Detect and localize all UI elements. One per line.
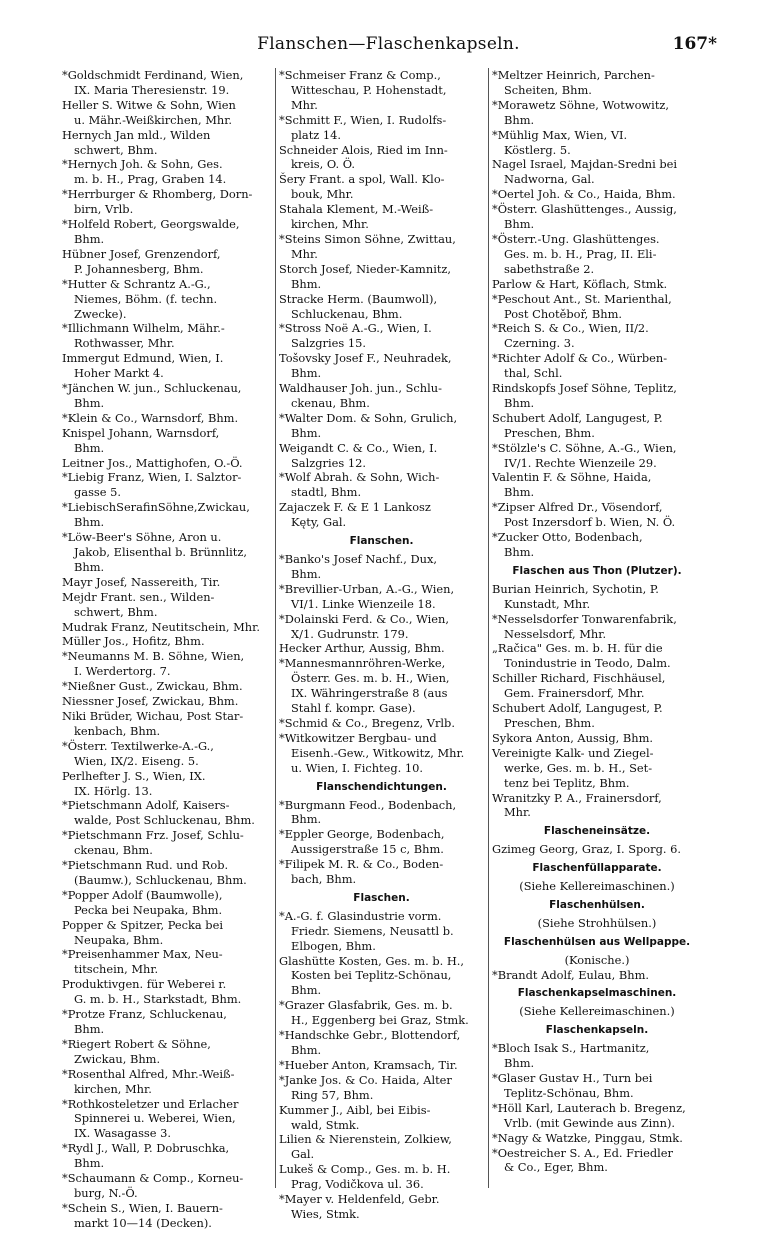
entry-continuation-line: thal, Schl. bbox=[504, 366, 563, 381]
entry-continuation-line: Bhm. bbox=[74, 559, 105, 574]
entry-continuation-line: X/1. Gudrunstr. 179. bbox=[291, 626, 409, 641]
entry-continuation-line: Bhm. bbox=[291, 1043, 322, 1057]
cross-reference-note: (Siehe Kellereimaschinen.) bbox=[519, 1004, 675, 1019]
entry-line: *Morawetz Söhne, Wotwowitz, bbox=[492, 97, 670, 112]
entry-line: Schneider Alois, Ried im Inn- bbox=[279, 142, 448, 157]
entry-line: *Schmitt F., Wien, I. Rudolfs- bbox=[279, 112, 447, 127]
entry-line: Nagel Israel, Majdan-Sredni bei bbox=[492, 157, 678, 172]
entry-line: Zajaczek F. & E 1 Lankosz bbox=[279, 500, 431, 515]
entry-continuation-line: G. m. b. H., Starkstadt, Bhm. bbox=[74, 992, 242, 1007]
entry-continuation-line: IX. Hörlg. 13. bbox=[74, 783, 153, 798]
entry-continuation-line: Bhm. bbox=[74, 231, 105, 246]
column-1 bbox=[62, 68, 270, 1230]
entry-continuation-line: Gem. Frainersdorf, Mhr. bbox=[504, 686, 645, 701]
entry-line: *Schmeiser Franz & Comp., bbox=[279, 68, 441, 82]
entry-continuation-line: Hoher Markt 4. bbox=[74, 366, 164, 381]
entry-continuation-line: werke, Ges. m. b. H., Set- bbox=[504, 760, 653, 775]
entry-line: *Mannesmannröhren-Werke, bbox=[279, 656, 446, 671]
entry-continuation-line: Rothwasser, Mhr. bbox=[74, 336, 175, 351]
entry-line: *Filipek M. R. & Co., Boden- bbox=[279, 857, 444, 872]
entry-line: *Preisenhammer Max, Neu- bbox=[62, 947, 223, 962]
entry-continuation-line: Bhm. bbox=[504, 395, 535, 410]
entry-line: Mejdr Frant. sen., Wilden- bbox=[62, 589, 215, 604]
page-number: 167* bbox=[672, 34, 717, 54]
entry-line: *Brandt Adolf, Eulau, Bhm. bbox=[492, 967, 649, 982]
column-divider bbox=[488, 68, 489, 1188]
entry-line: *Pietschmann Adolf, Kaisers- bbox=[62, 798, 230, 813]
cross-reference-note: (Siehe Strohhülsen.) bbox=[537, 915, 657, 930]
entry-continuation-line: gasse 5. bbox=[74, 485, 122, 500]
entry-line: Schubert Adolf, Langugest, P. bbox=[492, 701, 663, 716]
entry-line: *Stross Noë A.-G., Wien, I. bbox=[279, 321, 432, 336]
entry-continuation-line: u. Wien, I. Fichteg. 10. bbox=[291, 760, 424, 775]
entry-continuation-line: Czerning. 3. bbox=[504, 336, 575, 351]
entry-line: „Račica" Ges. m. b. H. für die bbox=[492, 641, 663, 656]
entry-line: *Klein & Co., Warnsdorf, Bhm. bbox=[62, 410, 239, 425]
entry-line: Mayr Josef, Nassereith, Tir. bbox=[62, 574, 221, 589]
section-heading: Flanschen. bbox=[349, 535, 414, 548]
entry-line: Stracke Herm. (Baumwoll), bbox=[279, 291, 438, 306]
entry-line: Sykora Anton, Aussig, Bhm. bbox=[492, 730, 653, 745]
entry-line: *Österr.-Ung. Glashüttenges. bbox=[492, 231, 660, 246]
section-heading: Flascheneinsätze. bbox=[543, 825, 651, 838]
entry-continuation-line: Kunstadt, Mhr. bbox=[504, 596, 591, 611]
entry-continuation-line: Bhm. bbox=[74, 1022, 105, 1036]
entry-continuation-line: kirchen, Mhr. bbox=[74, 1081, 152, 1096]
entry-continuation-line: Salzgries 12. bbox=[291, 455, 366, 470]
entry-line: Immergut Edmund, Wien, I. bbox=[62, 351, 224, 366]
entry-line: *Protze Franz, Schluckenau, bbox=[62, 1007, 227, 1022]
entry-continuation-line: & Co., Eger, Bhm. bbox=[504, 1160, 608, 1175]
entry-continuation-line: Friedr. Siemens, Neusattl b. bbox=[291, 923, 454, 938]
entry-line: *Zipser Alfred Dr., Vösendorf, bbox=[492, 500, 663, 515]
entry-line: *Oestreicher S. A., Ed. Friedler bbox=[492, 1145, 673, 1160]
entry-line: *Nesselsdorfer Tonwarenfabrik, bbox=[492, 611, 677, 626]
page-header bbox=[60, 34, 717, 58]
entry-line: *Nießner Gust., Zwickau, Bhm. bbox=[62, 679, 243, 694]
entry-continuation-line: IX. Maria Theresienstr. 19. bbox=[74, 82, 230, 97]
entry-line: *Hernych Joh. & Sohn, Ges. bbox=[62, 157, 223, 172]
entry-line: *Rydl J., Wall, P. Dobruschka, bbox=[62, 1141, 230, 1156]
entry-continuation-line: Eisenh.-Gew., Witkowitz, Mhr. bbox=[291, 745, 465, 760]
entry-continuation-line: Zwecke). bbox=[74, 306, 127, 321]
entry-continuation-line: walde, Post Schluckenau, Bhm. bbox=[74, 813, 255, 828]
entry-continuation-line: ckenau, Bhm. bbox=[74, 843, 153, 858]
entry-line: *Hueber Anton, Kramsach, Tir. bbox=[279, 1057, 458, 1072]
entry-line: *Mayer v. Heldenfeld, Gebr. bbox=[279, 1192, 440, 1207]
entry-continuation-line: Wien, IX/2. Eiseng. 5. bbox=[74, 753, 199, 768]
entry-line: Perlhefter J. S., Wien, IX. bbox=[62, 768, 206, 783]
entry-line: *Illichmann Wilhelm, Mähr.- bbox=[62, 321, 225, 336]
section-heading: Flaschenhülsen aus Wellpappe. bbox=[503, 935, 691, 948]
cross-reference-note: (Konische.) bbox=[564, 952, 630, 967]
entry-line: *Walter Dom. & Sohn, Grulich, bbox=[279, 410, 458, 425]
entry-continuation-line: IX. Währingerstraße 8 (aus bbox=[291, 686, 448, 701]
entry-line: Lilien & Nierenstein, Zolkiew, bbox=[279, 1132, 452, 1147]
entry-continuation-line: Prag, Vodičkova ul. 36. bbox=[291, 1177, 424, 1192]
entry-continuation-line: Neupaka, Bhm. bbox=[74, 932, 164, 947]
section-heading: Flaschenfüllapparate. bbox=[532, 862, 662, 875]
entry-line: Heller S. Witwe & Sohn, Wien bbox=[62, 97, 236, 112]
entry-line: *Goldschmidt Ferdinand, Wien, bbox=[62, 68, 244, 82]
entry-line: *Schmid & Co., Bregenz, Vrlb. bbox=[279, 715, 455, 730]
entry-line: *Nagy & Watzke, Pinggau, Stmk. bbox=[492, 1130, 683, 1145]
entry-continuation-line: Teplitz-Schönau, Bhm. bbox=[504, 1085, 634, 1100]
entry-line: *Witkowitzer Bergbau- und bbox=[279, 730, 437, 745]
entry-line: *Bloch Isak S., Hartmanitz, bbox=[492, 1041, 650, 1056]
entry-continuation-line: Salzgries 15. bbox=[291, 336, 366, 351]
entry-continuation-line: P. Johannesberg, Bhm. bbox=[74, 261, 204, 276]
entry-line: Weigandt C. & Co., Wien, I. bbox=[279, 440, 438, 455]
entry-line: *Banko's Josef Nachf., Dux, bbox=[279, 552, 438, 566]
entry-line: Müller Jos., Hofitz, Bhm. bbox=[62, 634, 205, 649]
entry-line: *Pietschmann Frz. Josef, Schlu- bbox=[62, 828, 244, 843]
entry-line: *Pietschmann Rud. und Rob. bbox=[62, 858, 229, 873]
entry-continuation-line: Mhr. bbox=[504, 805, 531, 820]
section-heading: Flaschen aus Thon (Plutzer). bbox=[512, 564, 682, 577]
entry-continuation-line: Ring 57, Bhm. bbox=[291, 1087, 374, 1102]
entry-line: Lukeš & Comp., Ges. m. b. H. bbox=[279, 1162, 451, 1177]
entry-continuation-line: Wies, Stmk. bbox=[291, 1206, 360, 1221]
entry-continuation-line: Bhm. bbox=[504, 112, 535, 127]
entry-continuation-line: Bhm. bbox=[291, 425, 322, 440]
entry-line: Stahala Klement, M.-Weiß- bbox=[279, 202, 434, 217]
section-heading: Flaschenkapselmaschinen. bbox=[517, 987, 677, 1000]
entry-continuation-line: Bhm. bbox=[504, 1056, 535, 1071]
entry-continuation-line: Aussigerstraße 15 c, Bhm. bbox=[291, 842, 444, 857]
entry-line: Schubert Adolf, Langugest, P. bbox=[492, 410, 663, 425]
entry-line: *Popper Adolf (Baumwolle), bbox=[62, 887, 223, 902]
entry-continuation-line: Mhr. bbox=[291, 246, 318, 261]
entry-line: Produktivgen. für Weberei r. bbox=[62, 977, 227, 992]
entry-continuation-line: kenbach, Bhm. bbox=[74, 723, 161, 738]
entry-continuation-line: Bhm. bbox=[291, 812, 322, 827]
entry-continuation-line: Österr. Ges. m. b. H., Wien, bbox=[291, 671, 450, 686]
entry-continuation-line: u. Mähr.-Weißkirchen, Mhr. bbox=[74, 112, 233, 127]
entry-continuation-line: m. b. H., Prag, Graben 14. bbox=[74, 172, 227, 187]
entry-continuation-line: wald, Stmk. bbox=[291, 1117, 360, 1132]
entry-line: *Handschke Gebr., Blottendorf, bbox=[279, 1028, 461, 1043]
entry-line: Niessner Josef, Zwickau, Bhm. bbox=[62, 694, 239, 709]
entry-continuation-line: Spinnerei u. Weberei, Wien, bbox=[74, 1111, 236, 1126]
entry-continuation-line: bach, Bhm. bbox=[291, 872, 357, 887]
entry-line: Hernych Jan mld., Wilden bbox=[62, 127, 211, 142]
entry-continuation-line: schwert, Bhm. bbox=[74, 604, 158, 619]
entry-line: Mudrak Franz, Neutitschein, Mhr. bbox=[62, 619, 260, 634]
entry-continuation-line: Bhm. bbox=[504, 545, 535, 559]
entry-line: *Mühlig Max, Wien, VI. bbox=[492, 127, 628, 142]
entry-line: *Brevillier-Urban, A.-G., Wien, bbox=[279, 581, 455, 596]
entry-continuation-line: Gal. bbox=[291, 1147, 315, 1162]
entry-line: *Rothkosteletzer und Erlacher bbox=[62, 1096, 239, 1111]
entry-line: Waldhauser Joh. jun., Schlu- bbox=[279, 381, 442, 396]
entry-continuation-line: Kęty, Gal. bbox=[291, 515, 347, 530]
section-heading: Flanschendichtungen. bbox=[316, 780, 447, 793]
entry-continuation-line: tenz bei Teplitz, Bhm. bbox=[504, 775, 630, 790]
entry-line: *Hutter & Schrantz A.-G., bbox=[62, 276, 211, 291]
entry-line: *Schaumann & Comp., Korneu- bbox=[62, 1171, 244, 1186]
entry-continuation-line: kirchen, Mhr. bbox=[291, 217, 369, 232]
entry-line: *Steins Simon Söhne, Zwittau, bbox=[279, 231, 456, 246]
entry-line: *Janke Jos. & Co. Haida, Alter bbox=[279, 1072, 452, 1087]
entry-continuation-line: platz 14. bbox=[291, 127, 342, 142]
cross-reference-note: (Siehe Kellereimaschinen.) bbox=[519, 879, 675, 894]
entry-line: *Österr. Glashüttenges., Aussig, bbox=[492, 202, 677, 217]
entry-continuation-line: Bhm. bbox=[74, 440, 105, 455]
entry-line: *Österr. Textilwerke-A.-G., bbox=[62, 738, 214, 753]
entry-continuation-line: Preschen, Bhm. bbox=[504, 715, 595, 730]
entry-continuation-line: Köstlerg. 5. bbox=[504, 142, 571, 157]
entry-line: Vereinigte Kalk- und Ziegel- bbox=[492, 745, 654, 760]
entry-line: Hecker Arthur, Aussig, Bhm. bbox=[279, 641, 445, 656]
entry-continuation-line: ckenau, Bhm. bbox=[291, 395, 370, 410]
entry-line: Niki Brüder, Wichau, Post Star- bbox=[62, 708, 244, 723]
entry-line: Parlow & Hart, Köflach, Stmk. bbox=[492, 276, 668, 291]
entry-continuation-line: Nesselsdorf, Mhr. bbox=[504, 626, 607, 641]
entry-continuation-line: Bhm. bbox=[291, 566, 322, 581]
entry-line: *Herrburger & Rhomberg, Dorn- bbox=[62, 187, 253, 202]
entry-continuation-line: Vrlb. (mit Gewinde aus Zinn). bbox=[504, 1115, 676, 1130]
entry-line: Hübner Josef, Grenzendorf, bbox=[62, 246, 221, 261]
entry-line: Tošovsky Josef F., Neuhradek, bbox=[279, 351, 452, 366]
entry-line: *Peschout Ant., St. Marienthal, bbox=[492, 291, 672, 306]
entry-line: *Oertel Joh. & Co., Haida, Bhm. bbox=[492, 187, 676, 202]
entry-continuation-line: Schluckenau, Bhm. bbox=[291, 306, 403, 321]
entry-continuation-line: Bhm. bbox=[74, 395, 105, 410]
entry-line: Knispel Johann, Warnsdorf, bbox=[62, 425, 220, 440]
entry-continuation-line: H., Eggenberg bei Graz, Stmk. bbox=[291, 1013, 469, 1028]
entry-line: *Wolf Abrah. & Sohn, Wich- bbox=[279, 470, 440, 485]
entry-line: *Stölzle's C. Söhne, A.-G., Wien, bbox=[492, 440, 677, 455]
column-2 bbox=[279, 68, 484, 1221]
entry-continuation-line: Bhm. bbox=[74, 1156, 105, 1171]
entry-continuation-line: Bhm. bbox=[291, 276, 322, 291]
entry-line: *Zucker Otto, Bodenbach, bbox=[492, 530, 643, 545]
entry-continuation-line: Jakob, Elisenthal b. Brünnlitz, bbox=[74, 545, 247, 559]
column-divider bbox=[275, 68, 276, 1188]
entry-continuation-line: schwert, Bhm. bbox=[74, 142, 158, 157]
entry-continuation-line: Post Chotěboř, Bhm. bbox=[504, 306, 623, 321]
entry-line: *A.-G. f. Glasindustrie vorm. bbox=[279, 908, 442, 923]
entry-line: Šery Frant. a spol, Wall. Klo- bbox=[279, 172, 445, 187]
entry-line: *Meltzer Heinrich, Parchen- bbox=[492, 68, 655, 82]
entry-line: *Richter Adolf & Co., Würben- bbox=[492, 351, 668, 366]
entry-line: Burian Heinrich, Sychotin, P. bbox=[492, 581, 659, 596]
entry-line: *Jänchen W. jun., Schluckenau, bbox=[62, 381, 242, 396]
entry-line: *Reich S. & Co., Wien, II/2. bbox=[492, 321, 649, 336]
entry-continuation-line: (Baumw.), Schluckenau, Bhm. bbox=[74, 872, 247, 887]
entry-continuation-line: IX. Wasagasse 3. bbox=[74, 1126, 171, 1141]
entry-line: Schiller Richard, Fischhäusel, bbox=[492, 671, 666, 686]
entry-line: *Eppler George, Bodenbach, bbox=[279, 827, 445, 842]
entry-continuation-line: I. Werdertorg. 7. bbox=[74, 664, 171, 679]
entry-continuation-line: Pecka bei Neupaka, Bhm. bbox=[74, 902, 223, 917]
entry-continuation-line: Stahl f. kompr. Gase). bbox=[291, 701, 416, 716]
entry-line: Gzimeg Georg, Graz, I. Sporg. 6. bbox=[492, 842, 681, 857]
section-heading: Flaschenhülsen. bbox=[549, 898, 645, 911]
entry-line: Leitner Jos., Mattighofen, O.-Ö. bbox=[62, 455, 243, 470]
entry-continuation-line: stadtl, Bhm. bbox=[291, 485, 362, 500]
entry-line: Kummer J., Aibl, bei Eibis- bbox=[279, 1102, 431, 1117]
entry-line: *Höll Karl, Lauterach b. Bregenz, bbox=[492, 1100, 686, 1115]
entry-line: *Löw-Beer's Söhne, Aron u. bbox=[62, 530, 222, 545]
entry-continuation-line: titschein, Mhr. bbox=[74, 962, 159, 977]
entry-line: *Glaser Gustav H., Turn bei bbox=[492, 1071, 653, 1085]
entry-line: *Dolainski Ferd. & Co., Wien, bbox=[279, 611, 449, 626]
columns-area bbox=[62, 68, 702, 1230]
entry-continuation-line: Bhm. bbox=[291, 366, 322, 381]
entry-continuation-line: Tonindustrie in Teodo, Dalm. bbox=[504, 656, 671, 671]
entry-continuation-line: birn, Vrlb. bbox=[74, 202, 134, 217]
entry-continuation-line: Mhr. bbox=[291, 97, 318, 112]
entry-continuation-line: Preschen, Bhm. bbox=[504, 425, 595, 440]
entry-line: Rindskopfs Josef Söhne, Teplitz, bbox=[492, 381, 677, 396]
entry-continuation-line: bouk, Mhr. bbox=[291, 187, 354, 202]
entry-line: *Riegert Robert & Söhne, bbox=[62, 1036, 211, 1051]
entry-line: Wranitzky P. A., Frainersdorf, bbox=[492, 790, 662, 805]
entry-line: Valentin F. & Söhne, Haida, bbox=[492, 470, 652, 485]
entry-line: *Neumanns M. B. Söhne, Wien, bbox=[62, 649, 245, 664]
entry-continuation-line: VI/1. Linke Wienzeile 18. bbox=[291, 596, 436, 611]
entry-continuation-line: Kosten bei Teplitz-Schönau, bbox=[291, 968, 452, 983]
entry-continuation-line: burg, N.-Ö. bbox=[74, 1185, 138, 1200]
entry-line: *Schein S., Wien, I. Bauern- bbox=[62, 1200, 223, 1215]
entry-line: *Holfeld Robert, Georgswalde, bbox=[62, 217, 240, 232]
entry-continuation-line: Niemes, Böhm. (f. techn. bbox=[74, 291, 218, 306]
entry-continuation-line: Bhm. bbox=[291, 983, 322, 998]
entry-continuation-line: Post Inzersdorf b. Wien, N. Ö. bbox=[504, 515, 676, 530]
entry-continuation-line: Scheiten, Bhm. bbox=[504, 82, 592, 97]
entry-line: *Burgmann Feod., Bodenbach, bbox=[279, 797, 457, 812]
entry-continuation-line: Bhm. bbox=[504, 485, 535, 500]
entry-line: *Rosenthal Alfred, Mhr.-Weiß- bbox=[62, 1066, 235, 1081]
column-3 bbox=[492, 68, 702, 1208]
entry-line: Popper & Spitzer, Pecka bei bbox=[62, 917, 223, 932]
entry-continuation-line: markt 10—14 (Decken). bbox=[74, 1215, 212, 1230]
section-heading: Flaschen. bbox=[353, 891, 410, 904]
section-heading: Flaschenkapseln. bbox=[545, 1024, 649, 1037]
entry-continuation-line: Witteschau, P. Hohenstadt, bbox=[291, 82, 447, 97]
entry-continuation-line: Bhm. bbox=[74, 515, 105, 530]
entry-line: Storch Josef, Nieder-Kamnitz, bbox=[279, 261, 452, 276]
entry-continuation-line: Elbogen, Bhm. bbox=[291, 938, 376, 953]
entry-line: Glashütte Kosten, Ges. m. b. H., bbox=[279, 953, 465, 968]
entry-continuation-line: kreis, O. Ö. bbox=[291, 157, 356, 172]
entry-continuation-line: Zwickau, Bhm. bbox=[74, 1051, 161, 1066]
entry-continuation-line: Ges. m. b. H., Prag, II. Eli- bbox=[504, 246, 657, 261]
entry-line: *Liebig Franz, Wien, I. Salztor- bbox=[62, 470, 242, 485]
entry-line: *LiebischSerafinSöhne,Zwickau, bbox=[62, 500, 250, 515]
entry-continuation-line: sabethstraße 2. bbox=[504, 261, 595, 276]
entry-continuation-line: Bhm. bbox=[504, 217, 535, 232]
entry-continuation-line: IV/1. Rechte Wienzeile 29. bbox=[504, 455, 657, 470]
entry-continuation-line: Nadworna, Gal. bbox=[504, 172, 595, 187]
entry-line: *Grazer Glasfabrik, Ges. m. b. bbox=[279, 998, 453, 1013]
page-title: Flanschen—Flaschenkapseln. bbox=[257, 34, 520, 54]
